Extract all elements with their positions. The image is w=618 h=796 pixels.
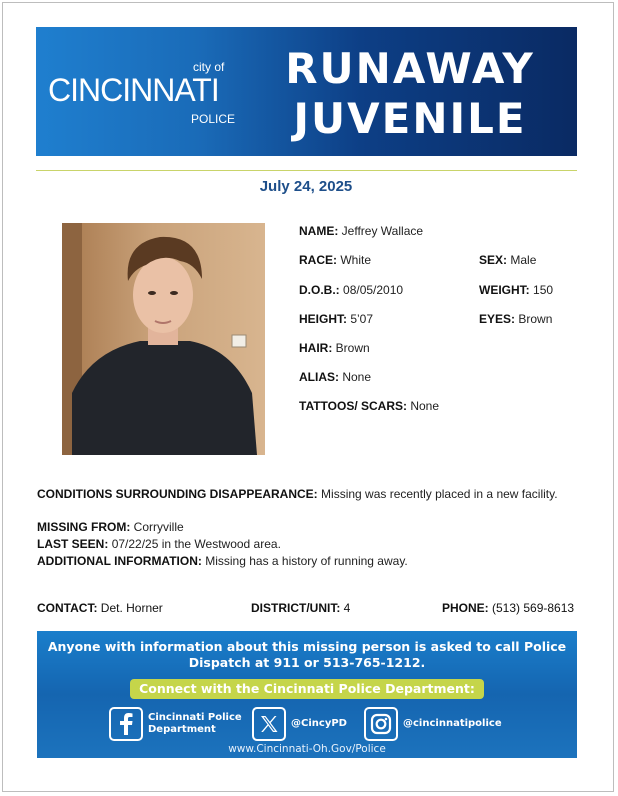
logo-city-of: city of — [193, 60, 225, 74]
facebook-label-line1: Cincinnati Police — [148, 712, 242, 723]
sex-label: SEX: — [479, 253, 508, 267]
headline-line2: JUVENILE — [293, 94, 527, 143]
last-seen-line — [37, 536, 577, 553]
last-seen-value: 07/22/25 in the Westwood area. — [111, 537, 281, 551]
phone-label: PHONE: — [442, 601, 489, 615]
x-handle: @CincyPD — [291, 718, 347, 729]
alias-label: ALIAS: — [299, 370, 339, 384]
facebook-label-line2: Department — [148, 724, 216, 735]
divider — [36, 170, 577, 171]
subject-photo — [62, 223, 265, 455]
name-value: Jeffrey Wallace — [341, 224, 424, 238]
field-dob — [299, 283, 403, 297]
race-label: RACE: — [299, 253, 337, 267]
dob-value: 08/05/2010 — [343, 283, 404, 297]
contact-label: CONTACT: — [37, 601, 98, 615]
missing-from-label: MISSING FROM: — [37, 520, 131, 534]
instagram-link[interactable] — [364, 707, 502, 741]
district-value: 4 — [343, 601, 351, 615]
headline-line1: RUNAWAY — [285, 44, 535, 93]
district-info — [251, 601, 350, 615]
additional-label: ADDITIONAL INFORMATION: — [37, 554, 202, 568]
conditions-paragraph — [37, 486, 577, 503]
facebook-label — [148, 712, 242, 736]
x-icon — [252, 707, 286, 741]
conditions-value: Missing was recently placed in a new facility. — [321, 487, 558, 501]
phone-value: (513) 569-8613 — [492, 601, 575, 615]
footer-banner — [37, 631, 577, 758]
field-weight — [479, 283, 553, 297]
tattoos-value: None — [410, 399, 440, 413]
field-sex — [479, 253, 536, 267]
district-label: DISTRICT/UNIT: — [251, 601, 341, 615]
field-eyes — [479, 312, 552, 326]
field-tattoos — [299, 399, 439, 413]
sex-value: Male — [510, 253, 537, 267]
hair-label: HAIR: — [299, 341, 333, 355]
hair-value: Brown — [335, 341, 370, 355]
instagram-handle: @cincinnatipolice — [403, 718, 502, 729]
logo-police: POLICE — [191, 112, 236, 126]
flyer-date: July 24, 2025 — [259, 178, 353, 195]
instagram-icon — [364, 707, 398, 741]
field-race — [299, 253, 371, 267]
facebook-link[interactable] — [109, 707, 242, 741]
last-seen-label: LAST SEEN: — [37, 537, 109, 551]
race-value: White — [340, 253, 372, 267]
website-url[interactable]: www.Cincinnati-Oh.Gov/Police — [228, 743, 386, 755]
height-value: 5’07 — [350, 312, 374, 326]
height-label: HEIGHT: — [299, 312, 347, 326]
alias-value: None — [342, 370, 372, 384]
logo-cincinnati: CINCINNATI — [48, 72, 219, 108]
eyes-value: Brown — [518, 312, 553, 326]
conditions-label: CONDITIONS SURROUNDING DISAPPEARANCE: — [37, 487, 318, 501]
contact-value: Det. Horner — [100, 601, 163, 615]
photo-illustration — [62, 223, 265, 455]
field-name — [299, 224, 423, 238]
footer-message: Anyone with information about this missing person is asked to call Police Dispatch at 911 or 513-765-1212. — [47, 639, 567, 670]
dob-label: D.O.B.: — [299, 283, 340, 297]
field-height — [299, 312, 373, 326]
name-label: NAME: — [299, 224, 339, 238]
weight-label: WEIGHT: — [479, 283, 530, 297]
additional-info-line — [37, 553, 577, 570]
field-alias — [299, 370, 371, 384]
weight-value: 150 — [533, 283, 554, 297]
facebook-icon — [109, 707, 143, 741]
additional-value: Missing has a history of running away. — [205, 554, 408, 568]
field-hair — [299, 341, 370, 355]
tattoos-label: TATTOOS/ SCARS: — [299, 399, 407, 413]
x-link[interactable] — [252, 707, 347, 741]
contact-info — [37, 601, 163, 615]
connect-banner: Connect with the Cincinnati Police Department: — [130, 679, 484, 699]
missing-from-value: Corryville — [133, 520, 184, 534]
phone-info — [442, 601, 574, 615]
missing-from-line — [37, 519, 577, 536]
eyes-label: EYES: — [479, 312, 516, 326]
